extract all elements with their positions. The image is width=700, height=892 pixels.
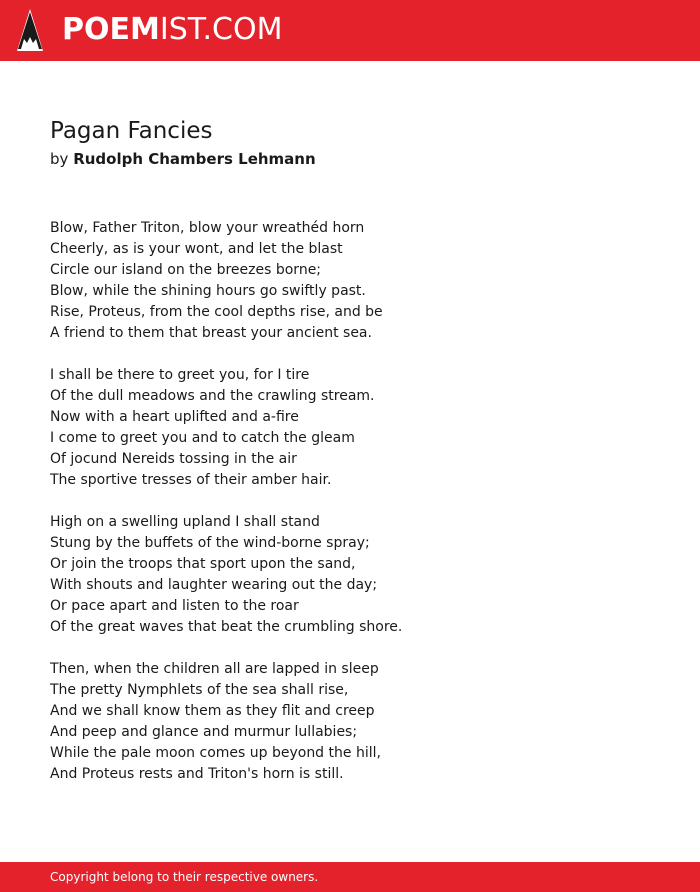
poem-line: Stung by the buffets of the wind-borne spray; bbox=[50, 535, 370, 551]
poem-line: Now with a heart uplifted and a-fire bbox=[50, 409, 299, 425]
poem-line: Circle our island on the breezes borne; bbox=[50, 262, 322, 278]
poem-line: While the pale moon comes up beyond the hill, bbox=[50, 745, 381, 761]
brand-bold-text: POEM bbox=[62, 12, 160, 47]
site-header bbox=[0, 0, 700, 61]
site-footer bbox=[0, 862, 700, 892]
stanza bbox=[50, 365, 650, 491]
by-label: by bbox=[50, 150, 69, 168]
stanza bbox=[50, 218, 650, 344]
poem-line: The sportive tresses of their amber hair. bbox=[50, 472, 332, 488]
stanza bbox=[50, 659, 650, 785]
stanza bbox=[50, 512, 650, 638]
poem-line: Of jocund Nereids tossing in the air bbox=[50, 451, 297, 467]
poem-line: With shouts and laughter wearing out the day; bbox=[50, 577, 378, 593]
poem-line: Or join the troops that sport upon the sand, bbox=[50, 556, 356, 572]
poem-line: High on a swelling upland I shall stand bbox=[50, 514, 320, 530]
poem-line: And we shall know them as they flit and creep bbox=[50, 703, 375, 719]
poem-line: Then, when the children all are lapped in sleep bbox=[50, 661, 379, 677]
poem-line: Blow, while the shining hours go swiftly past. bbox=[50, 283, 366, 299]
poem-line: Rise, Proteus, from the cool depths rise, and be bbox=[50, 304, 383, 320]
site-logo[interactable] bbox=[62, 10, 282, 50]
poem-line: The pretty Nymphlets of the sea shall rise, bbox=[50, 682, 349, 698]
poem-line: Blow, Father Triton, blow your wreathéd horn bbox=[50, 220, 365, 236]
copyright-text: Copyright belong to their respective owners. bbox=[50, 870, 319, 884]
poem-line: Of the great waves that beat the crumbling shore. bbox=[50, 619, 403, 635]
poem-title: Pagan Fancies bbox=[50, 118, 213, 144]
brand-light-text: IST.COM bbox=[159, 12, 283, 47]
poem-line: Or pace apart and listen to the roar bbox=[50, 598, 299, 614]
poem-line: And peep and glance and murmur lullabies; bbox=[50, 724, 358, 740]
poem-line: Cheerly, as is your wont, and let the blast bbox=[50, 241, 343, 257]
byline bbox=[50, 148, 316, 170]
poem-line: Of the dull meadows and the crawling stream. bbox=[50, 388, 375, 404]
poem-line: I come to greet you and to catch the gleam bbox=[50, 430, 355, 446]
pen-nib-icon[interactable] bbox=[17, 9, 43, 51]
author-name: Rudolph Chambers Lehmann bbox=[73, 150, 316, 168]
poem-line: I shall be there to greet you, for I tire bbox=[50, 367, 310, 383]
poem-body bbox=[50, 218, 650, 806]
poem-line: And Proteus rests and Triton's horn is still. bbox=[50, 766, 344, 782]
poem-line: A friend to them that breast your ancient sea. bbox=[50, 325, 372, 341]
